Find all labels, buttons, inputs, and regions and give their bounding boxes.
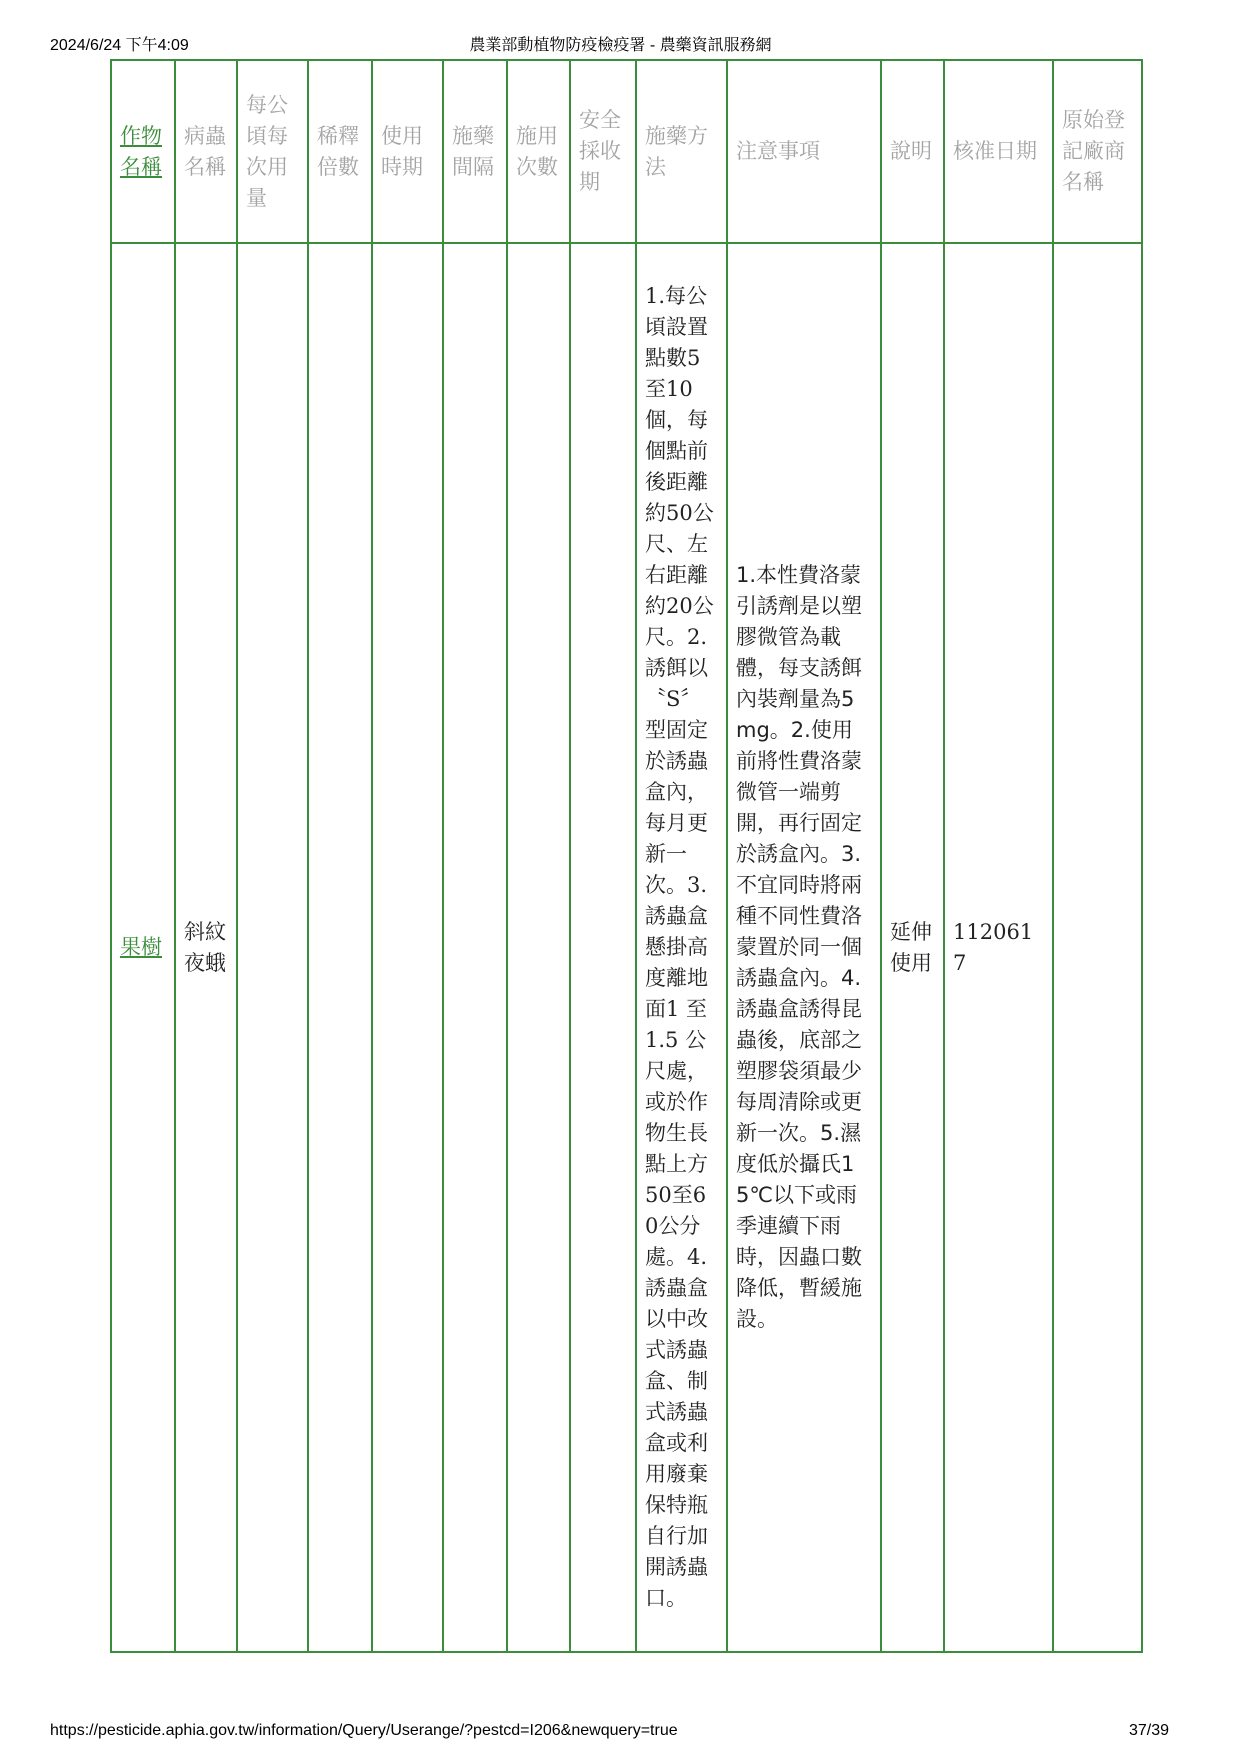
cell-notes: 1.本性費洛蒙引誘劑是以塑膠微管為載體，每支誘餌內裝劑量為5mg。2.使用前將性費洛蒙微管一端剪開，再行固定於誘盒內。3.不宜同時將兩種不同性費洛蒙置於同一個誘蟲盒內。4.誘蟲盒誘得昆蟲後，底部之塑膠袋須最少每周清除或更新一次。5.濕度低於攝氏15℃以下或雨季連續下雨時，因蟲口數降低，暫緩施設。 — [727, 243, 881, 1652]
cell-pest: 斜紋夜蛾 — [175, 243, 237, 1652]
crop-link[interactable]: 果樹 — [120, 935, 162, 959]
col-header-times: 施用次數 — [507, 60, 570, 243]
col-header-pest: 病蟲名稱 — [175, 60, 237, 243]
col-header-dosage: 每公頃每次用量 — [237, 60, 308, 243]
table-row — [111, 243, 1142, 1652]
col-header-crop-link[interactable]: 作物名稱 — [120, 123, 162, 179]
col-header-dilution: 稀釋倍數 — [308, 60, 372, 243]
col-header-description: 說明 — [881, 60, 944, 243]
col-header-method: 施藥方法 — [636, 60, 727, 243]
table-header-row — [111, 60, 1142, 243]
print-page-title: 農業部動植物防疫檢疫署 - 農藥資訊服務網 — [469, 37, 772, 54]
print-footer — [0, 1722, 1241, 1744]
col-header-registrant: 原始登記廠商名稱 — [1053, 60, 1142, 243]
col-header-interval: 施藥間隔 — [443, 60, 507, 243]
cell-method: 1.每公頃設置點數5至10個，每個點前後距離約50公尺、左右距離約20公尺。2.誘餌以〝S〞型固定於誘蟲盒內，每月更新一次。3.誘蟲盒懸掛高度離地面1 至1.5 公尺處，或於作物生長點上方50至60公分處。4.誘蟲盒以中改式誘蟲盒、制式誘蟲盒或利用廢棄保特瓶自行加開誘蟲口。 — [636, 243, 727, 1652]
col-header-notes: 注意事項 — [727, 60, 881, 243]
cell-registrant — [1053, 243, 1142, 1652]
page-number: 37/39 — [1128, 1722, 1169, 1739]
col-header-use-period: 使用時期 — [372, 60, 443, 243]
cell-use-period — [372, 243, 443, 1652]
print-url: https://pesticide.aphia.gov.tw/information/Query/Userange/?pestcd=I206&newquery=true — [50, 1722, 678, 1739]
cell-description: 延伸使用 — [881, 243, 944, 1652]
col-header-approval-date: 核准日期 — [944, 60, 1053, 243]
print-header — [0, 32, 1241, 54]
cell-crop[interactable] — [111, 243, 175, 1652]
cell-harvest-interval — [570, 243, 636, 1652]
cell-dosage — [237, 243, 308, 1652]
col-header-harvest-interval: 安全採收期 — [570, 60, 636, 243]
print-datetime: 2024/6/24 下午4:09 — [50, 37, 189, 54]
cell-approval-date: 1120617 — [944, 243, 1053, 1652]
col-header-crop[interactable] — [111, 60, 175, 243]
pesticide-usage-table — [110, 59, 1143, 1653]
cell-times — [507, 243, 570, 1652]
cell-interval — [443, 243, 507, 1652]
cell-dilution — [308, 243, 372, 1652]
